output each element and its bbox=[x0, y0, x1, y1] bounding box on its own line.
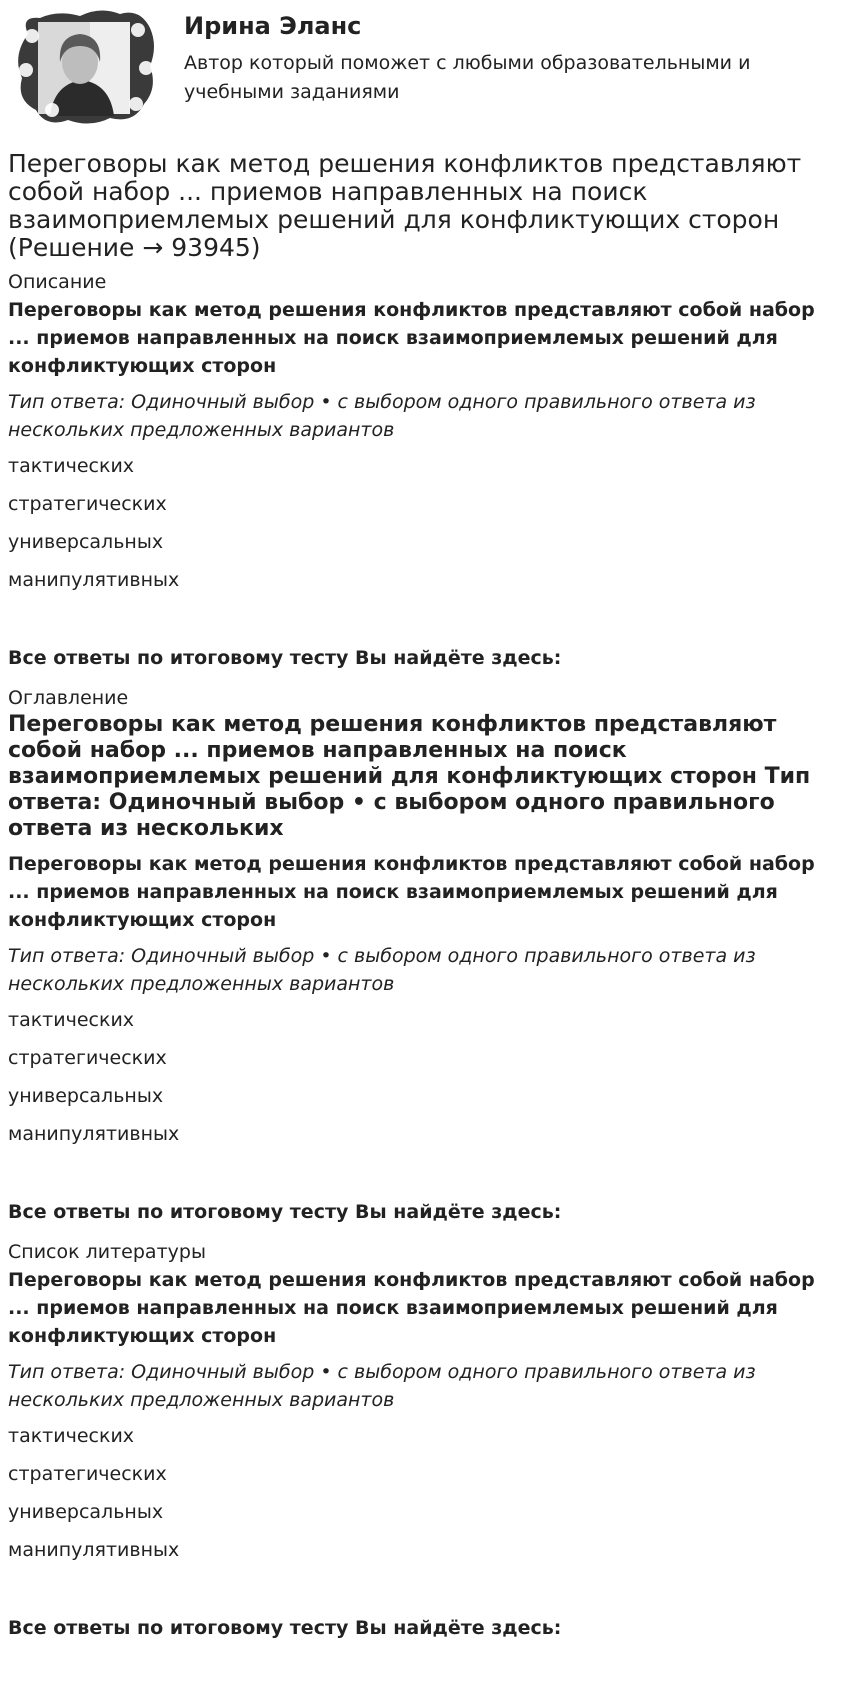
answer-option: манипулятивных bbox=[8, 569, 180, 591]
description-section bbox=[8, 270, 847, 672]
question-text: Переговоры как метод решения конфликтов представляют собой набор ... приемов направленных на поиск взаимоприемлемых решений для конфликтующих сторон bbox=[8, 299, 815, 377]
answer-option: тактических bbox=[8, 455, 135, 477]
answer-option: манипулятивных bbox=[8, 1539, 180, 1561]
answer-option: стратегических bbox=[8, 1463, 167, 1485]
page-title: Переговоры как метод решения конфликтов представляют собой набор ... приемов направленных на поиск взаимоприемлемых решений для конфликтующих сторон (Решение → 93945) bbox=[8, 149, 802, 262]
answer-option: универсальных bbox=[8, 1085, 164, 1107]
section-label-description: Описание bbox=[8, 271, 107, 293]
answer-type: Тип ответа: Одиночный выбор • с выбором одного правильного ответа из нескольких предложенных вариантов bbox=[8, 391, 756, 441]
section-label-bibliography: Список литературы bbox=[8, 1241, 206, 1263]
answers-link[interactable]: Все ответы по итоговому тесту Вы найдёте здесь: bbox=[8, 1201, 562, 1223]
answers-link[interactable]: Все ответы по итоговому тесту Вы найдёте здесь: bbox=[8, 1617, 562, 1639]
toc-section bbox=[8, 686, 847, 1226]
author-name[interactable]: Ирина Эланс bbox=[184, 12, 362, 40]
bibliography-section bbox=[8, 1240, 847, 1642]
answer-option: универсальных bbox=[8, 531, 164, 553]
answer-option: универсальных bbox=[8, 1501, 164, 1523]
answer-option: манипулятивных bbox=[8, 1123, 180, 1145]
toc-heading: Переговоры как метод решения конфликтов представляют собой набор ... приемов направленных на поиск взаимоприемлемых решений для конфликтующих сторон Тип ответа: Одиночный выбор • с выбором одного правильного ответа из нескольких bbox=[8, 712, 811, 841]
question-text: Переговоры как метод решения конфликтов представляют собой набор ... приемов направленных на поиск взаимоприемлемых решений для конфликтующих сторон bbox=[8, 853, 815, 931]
answer-option: тактических bbox=[8, 1009, 135, 1031]
answers-link[interactable]: Все ответы по итоговому тесту Вы найдёте здесь: bbox=[8, 647, 562, 669]
answer-option: стратегических bbox=[8, 493, 167, 515]
answer-option: стратегических bbox=[8, 1047, 167, 1069]
author-card bbox=[8, 0, 847, 140]
answer-type: Тип ответа: Одиночный выбор • с выбором одного правильного ответа из нескольких предложенных вариантов bbox=[8, 945, 756, 995]
answer-option: тактических bbox=[8, 1425, 135, 1447]
answer-type: Тип ответа: Одиночный выбор • с выбором одного правильного ответа из нескольких предложенных вариантов bbox=[8, 1361, 756, 1411]
question-text: Переговоры как метод решения конфликтов представляют собой набор ... приемов направленных на поиск взаимоприемлемых решений для конфликтующих сторон bbox=[8, 1269, 815, 1347]
author-avatar[interactable] bbox=[10, 6, 158, 126]
author-description: Автор который поможет с любыми образовательными и учебными заданиями bbox=[184, 52, 751, 103]
section-label-toc: Оглавление bbox=[8, 687, 129, 709]
